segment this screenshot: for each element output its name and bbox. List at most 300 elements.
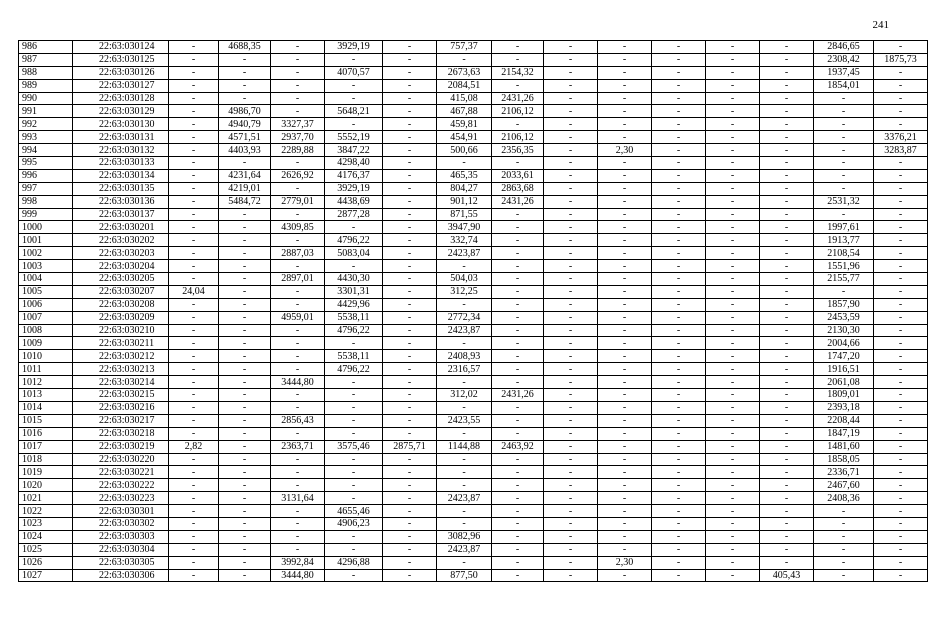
value-cell: - bbox=[169, 157, 219, 170]
value-cell: - bbox=[492, 324, 544, 337]
value-cell: - bbox=[219, 401, 271, 414]
value-cell: - bbox=[219, 389, 271, 402]
value-cell: - bbox=[437, 466, 492, 479]
value-cell: - bbox=[652, 389, 706, 402]
value-cell: - bbox=[219, 376, 271, 389]
value-cell: - bbox=[169, 247, 219, 260]
value-cell: - bbox=[652, 350, 706, 363]
value-cell: - bbox=[760, 376, 814, 389]
value-cell: 2937,70 bbox=[271, 131, 325, 144]
value-cell: - bbox=[383, 131, 437, 144]
value-cell: 504,03 bbox=[437, 273, 492, 286]
value-cell: 1858,05 bbox=[814, 453, 874, 466]
value-cell: - bbox=[760, 208, 814, 221]
value-cell: 5538,11 bbox=[325, 350, 383, 363]
cadastral-values-table bbox=[18, 40, 928, 582]
value-cell: - bbox=[219, 273, 271, 286]
value-cell: - bbox=[437, 479, 492, 492]
value-cell: 2084,51 bbox=[437, 79, 492, 92]
value-cell: - bbox=[271, 427, 325, 440]
value-cell: 2106,12 bbox=[492, 105, 544, 118]
value-cell: - bbox=[760, 53, 814, 66]
value-cell: - bbox=[874, 337, 928, 350]
value-cell: - bbox=[706, 92, 760, 105]
value-cell: - bbox=[544, 118, 598, 131]
cadastral-number-cell: 22:63:030133 bbox=[73, 157, 169, 170]
value-cell: 2531,32 bbox=[814, 195, 874, 208]
value-cell: 312,02 bbox=[437, 389, 492, 402]
value-cell: - bbox=[544, 389, 598, 402]
value-cell: - bbox=[169, 556, 219, 569]
value-cell: 2106,12 bbox=[492, 131, 544, 144]
value-cell: - bbox=[383, 492, 437, 505]
value-cell: - bbox=[492, 221, 544, 234]
row-number-cell: 1015 bbox=[19, 414, 73, 427]
cadastral-number-cell: 22:63:030135 bbox=[73, 182, 169, 195]
value-cell: - bbox=[544, 401, 598, 414]
table-row bbox=[19, 157, 928, 170]
value-cell: - bbox=[383, 66, 437, 79]
value-cell: - bbox=[219, 492, 271, 505]
value-cell: - bbox=[544, 440, 598, 453]
value-cell: - bbox=[544, 543, 598, 556]
value-cell: - bbox=[437, 337, 492, 350]
value-cell: 2453,59 bbox=[814, 311, 874, 324]
value-cell: - bbox=[652, 195, 706, 208]
value-cell: 2846,65 bbox=[814, 41, 874, 54]
value-cell: - bbox=[383, 234, 437, 247]
value-cell: - bbox=[492, 247, 544, 260]
value-cell: - bbox=[219, 311, 271, 324]
value-cell: - bbox=[874, 182, 928, 195]
value-cell: - bbox=[874, 221, 928, 234]
value-cell: - bbox=[544, 157, 598, 170]
value-cell: - bbox=[652, 569, 706, 582]
value-cell: 3444,80 bbox=[271, 376, 325, 389]
value-cell: - bbox=[598, 517, 652, 530]
value-cell: - bbox=[814, 131, 874, 144]
value-cell: - bbox=[271, 350, 325, 363]
value-cell: - bbox=[652, 169, 706, 182]
value-cell: - bbox=[652, 92, 706, 105]
row-number-cell: 1020 bbox=[19, 479, 73, 492]
value-cell: - bbox=[760, 543, 814, 556]
value-cell: 3376,21 bbox=[874, 131, 928, 144]
value-cell: - bbox=[814, 92, 874, 105]
value-cell: - bbox=[544, 260, 598, 273]
value-cell: - bbox=[544, 337, 598, 350]
table-row bbox=[19, 505, 928, 518]
value-cell: - bbox=[760, 350, 814, 363]
value-cell: - bbox=[652, 131, 706, 144]
cadastral-number-cell: 22:63:030130 bbox=[73, 118, 169, 131]
value-cell: - bbox=[325, 376, 383, 389]
value-cell: - bbox=[219, 247, 271, 260]
value-cell: - bbox=[652, 144, 706, 157]
value-cell: - bbox=[874, 234, 928, 247]
value-cell: 3929,19 bbox=[325, 41, 383, 54]
value-cell: - bbox=[492, 53, 544, 66]
value-cell: - bbox=[383, 195, 437, 208]
value-cell: - bbox=[652, 479, 706, 492]
value-cell: - bbox=[598, 79, 652, 92]
value-cell: - bbox=[383, 389, 437, 402]
value-cell: - bbox=[271, 234, 325, 247]
value-cell: 2,30 bbox=[598, 144, 652, 157]
value-cell: - bbox=[760, 221, 814, 234]
value-cell: - bbox=[706, 144, 760, 157]
value-cell: - bbox=[760, 530, 814, 543]
value-cell: - bbox=[760, 324, 814, 337]
value-cell: - bbox=[271, 543, 325, 556]
value-cell: - bbox=[169, 221, 219, 234]
value-cell: - bbox=[760, 311, 814, 324]
value-cell: - bbox=[706, 401, 760, 414]
table-row bbox=[19, 208, 928, 221]
value-cell: - bbox=[383, 53, 437, 66]
row-number-cell: 1001 bbox=[19, 234, 73, 247]
value-cell: - bbox=[383, 543, 437, 556]
value-cell: - bbox=[437, 298, 492, 311]
value-cell: - bbox=[544, 324, 598, 337]
value-cell: - bbox=[598, 466, 652, 479]
value-cell: - bbox=[652, 337, 706, 350]
row-number-cell: 1005 bbox=[19, 285, 73, 298]
value-cell: - bbox=[598, 285, 652, 298]
value-cell: 2467,60 bbox=[814, 479, 874, 492]
row-number-cell: 999 bbox=[19, 208, 73, 221]
value-cell: - bbox=[874, 569, 928, 582]
value-cell: - bbox=[437, 517, 492, 530]
value-cell: - bbox=[383, 363, 437, 376]
value-cell: - bbox=[383, 105, 437, 118]
value-cell: - bbox=[874, 414, 928, 427]
value-cell: - bbox=[760, 466, 814, 479]
value-cell: - bbox=[598, 221, 652, 234]
value-cell: - bbox=[706, 479, 760, 492]
value-cell: - bbox=[760, 298, 814, 311]
value-cell: 2289,88 bbox=[271, 144, 325, 157]
value-cell: - bbox=[169, 492, 219, 505]
value-cell: - bbox=[219, 92, 271, 105]
value-cell: - bbox=[219, 337, 271, 350]
table-row bbox=[19, 41, 928, 54]
value-cell: - bbox=[814, 543, 874, 556]
value-cell: - bbox=[271, 105, 325, 118]
value-cell: 2336,71 bbox=[814, 466, 874, 479]
value-cell: - bbox=[492, 543, 544, 556]
value-cell: - bbox=[874, 530, 928, 543]
value-cell: - bbox=[598, 505, 652, 518]
value-cell: - bbox=[271, 530, 325, 543]
value-cell: - bbox=[598, 131, 652, 144]
value-cell: - bbox=[814, 182, 874, 195]
value-cell: - bbox=[383, 169, 437, 182]
value-cell: - bbox=[492, 479, 544, 492]
value-cell: - bbox=[760, 505, 814, 518]
table-row bbox=[19, 401, 928, 414]
value-cell: - bbox=[874, 505, 928, 518]
value-cell: - bbox=[652, 556, 706, 569]
table-row bbox=[19, 273, 928, 286]
value-cell: - bbox=[169, 569, 219, 582]
cadastral-number-cell: 22:63:030305 bbox=[73, 556, 169, 569]
value-cell: - bbox=[383, 350, 437, 363]
value-cell: - bbox=[544, 208, 598, 221]
value-cell: - bbox=[652, 401, 706, 414]
table-row bbox=[19, 466, 928, 479]
value-cell: - bbox=[169, 53, 219, 66]
value-cell: - bbox=[598, 376, 652, 389]
value-cell: - bbox=[271, 517, 325, 530]
value-cell: - bbox=[492, 337, 544, 350]
value-cell: 4906,23 bbox=[325, 517, 383, 530]
cadastral-number-cell: 22:63:030203 bbox=[73, 247, 169, 260]
value-cell: - bbox=[169, 453, 219, 466]
value-cell: - bbox=[706, 131, 760, 144]
value-cell: - bbox=[706, 453, 760, 466]
table-row bbox=[19, 363, 928, 376]
value-cell: - bbox=[652, 182, 706, 195]
value-cell: - bbox=[169, 79, 219, 92]
value-cell: - bbox=[706, 182, 760, 195]
value-cell: - bbox=[169, 66, 219, 79]
value-cell: 4796,22 bbox=[325, 234, 383, 247]
value-cell: - bbox=[219, 543, 271, 556]
value-cell: - bbox=[874, 479, 928, 492]
value-cell: - bbox=[706, 311, 760, 324]
value-cell: 1481,60 bbox=[814, 440, 874, 453]
value-cell: 871,55 bbox=[437, 208, 492, 221]
value-cell: - bbox=[383, 505, 437, 518]
value-cell: - bbox=[652, 427, 706, 440]
value-cell: 405,43 bbox=[760, 569, 814, 582]
value-cell: - bbox=[169, 118, 219, 131]
value-cell: - bbox=[652, 453, 706, 466]
value-cell: 1937,45 bbox=[814, 66, 874, 79]
value-cell: - bbox=[760, 182, 814, 195]
value-cell: - bbox=[652, 492, 706, 505]
value-cell: 24,04 bbox=[169, 285, 219, 298]
value-cell: - bbox=[383, 208, 437, 221]
value-cell: - bbox=[325, 92, 383, 105]
value-cell: 3082,96 bbox=[437, 530, 492, 543]
table-row bbox=[19, 221, 928, 234]
value-cell: - bbox=[598, 543, 652, 556]
value-cell: - bbox=[169, 208, 219, 221]
table-row bbox=[19, 105, 928, 118]
value-cell: - bbox=[492, 401, 544, 414]
value-cell: - bbox=[492, 414, 544, 427]
value-cell: - bbox=[325, 53, 383, 66]
value-cell: - bbox=[652, 311, 706, 324]
value-cell: 4986,70 bbox=[219, 105, 271, 118]
value-cell: - bbox=[544, 92, 598, 105]
value-cell: - bbox=[652, 363, 706, 376]
value-cell: - bbox=[544, 479, 598, 492]
value-cell: 1913,77 bbox=[814, 234, 874, 247]
value-cell: - bbox=[814, 569, 874, 582]
value-cell: - bbox=[706, 363, 760, 376]
value-cell: 1875,73 bbox=[874, 53, 928, 66]
value-cell: - bbox=[544, 376, 598, 389]
value-cell: 2,82 bbox=[169, 440, 219, 453]
value-cell: - bbox=[544, 273, 598, 286]
row-number-cell: 1021 bbox=[19, 492, 73, 505]
value-cell: - bbox=[598, 66, 652, 79]
cadastral-number-cell: 22:63:030215 bbox=[73, 389, 169, 402]
value-cell: - bbox=[814, 105, 874, 118]
value-cell: 2863,68 bbox=[492, 182, 544, 195]
value-cell: - bbox=[437, 260, 492, 273]
row-number-cell: 1013 bbox=[19, 389, 73, 402]
row-number-cell: 1011 bbox=[19, 363, 73, 376]
value-cell: - bbox=[652, 221, 706, 234]
value-cell: - bbox=[874, 92, 928, 105]
table-body bbox=[19, 41, 928, 582]
value-cell: 4309,85 bbox=[271, 221, 325, 234]
value-cell: - bbox=[219, 260, 271, 273]
value-cell: - bbox=[169, 389, 219, 402]
cadastral-number-cell: 22:63:030221 bbox=[73, 466, 169, 479]
value-cell: - bbox=[544, 414, 598, 427]
value-cell: - bbox=[544, 556, 598, 569]
value-cell: - bbox=[169, 92, 219, 105]
value-cell: - bbox=[271, 92, 325, 105]
value-cell: - bbox=[652, 440, 706, 453]
value-cell: - bbox=[492, 492, 544, 505]
value-cell: - bbox=[219, 53, 271, 66]
value-cell: - bbox=[219, 530, 271, 543]
value-cell: - bbox=[492, 79, 544, 92]
value-cell: - bbox=[271, 401, 325, 414]
value-cell: - bbox=[760, 92, 814, 105]
value-cell: - bbox=[325, 337, 383, 350]
value-cell: - bbox=[652, 157, 706, 170]
table-row bbox=[19, 389, 928, 402]
value-cell: - bbox=[706, 298, 760, 311]
value-cell: - bbox=[219, 285, 271, 298]
value-cell: - bbox=[383, 466, 437, 479]
value-cell: - bbox=[383, 376, 437, 389]
value-cell: - bbox=[437, 556, 492, 569]
value-cell: - bbox=[544, 79, 598, 92]
value-cell: - bbox=[652, 105, 706, 118]
table-row bbox=[19, 195, 928, 208]
value-cell: - bbox=[271, 298, 325, 311]
cadastral-number-cell: 22:63:030202 bbox=[73, 234, 169, 247]
value-cell: - bbox=[437, 157, 492, 170]
value-cell: - bbox=[271, 208, 325, 221]
value-cell: - bbox=[169, 324, 219, 337]
value-cell: 2897,01 bbox=[271, 273, 325, 286]
cadastral-number-cell: 22:63:030213 bbox=[73, 363, 169, 376]
value-cell: - bbox=[598, 182, 652, 195]
table-row bbox=[19, 569, 928, 582]
value-cell: - bbox=[169, 505, 219, 518]
value-cell: - bbox=[544, 530, 598, 543]
table-row bbox=[19, 530, 928, 543]
value-cell: - bbox=[598, 105, 652, 118]
value-cell: 1144,88 bbox=[437, 440, 492, 453]
value-cell: 877,50 bbox=[437, 569, 492, 582]
table-row bbox=[19, 92, 928, 105]
value-cell: - bbox=[706, 105, 760, 118]
value-cell: - bbox=[169, 195, 219, 208]
value-cell: 4688,35 bbox=[219, 41, 271, 54]
cadastral-number-cell: 22:63:030302 bbox=[73, 517, 169, 530]
value-cell: - bbox=[169, 131, 219, 144]
value-cell: 2108,54 bbox=[814, 247, 874, 260]
value-cell: - bbox=[219, 569, 271, 582]
value-cell: - bbox=[492, 285, 544, 298]
value-cell: - bbox=[169, 41, 219, 54]
value-cell: - bbox=[598, 324, 652, 337]
value-cell: - bbox=[706, 556, 760, 569]
value-cell: 2423,87 bbox=[437, 247, 492, 260]
value-cell: - bbox=[219, 505, 271, 518]
value-cell: 2308,42 bbox=[814, 53, 874, 66]
value-cell: - bbox=[652, 414, 706, 427]
value-cell: - bbox=[598, 530, 652, 543]
value-cell: - bbox=[544, 105, 598, 118]
value-cell: - bbox=[219, 479, 271, 492]
row-number-cell: 1000 bbox=[19, 221, 73, 234]
value-cell: - bbox=[874, 41, 928, 54]
value-cell: - bbox=[437, 376, 492, 389]
value-cell: - bbox=[874, 492, 928, 505]
value-cell: - bbox=[652, 285, 706, 298]
value-cell: - bbox=[706, 221, 760, 234]
table-row bbox=[19, 337, 928, 350]
row-number-cell: 993 bbox=[19, 131, 73, 144]
value-cell: 4296,88 bbox=[325, 556, 383, 569]
value-cell: - bbox=[814, 505, 874, 518]
value-cell: - bbox=[325, 466, 383, 479]
value-cell: - bbox=[760, 131, 814, 144]
cadastral-number-cell: 22:63:030125 bbox=[73, 53, 169, 66]
value-cell: 4796,22 bbox=[325, 363, 383, 376]
value-cell: - bbox=[598, 401, 652, 414]
value-cell: 2877,28 bbox=[325, 208, 383, 221]
value-cell: - bbox=[706, 118, 760, 131]
value-cell: - bbox=[271, 453, 325, 466]
cadastral-number-cell: 22:63:030205 bbox=[73, 273, 169, 286]
value-cell: 2363,71 bbox=[271, 440, 325, 453]
value-cell: - bbox=[544, 517, 598, 530]
cadastral-number-cell: 22:63:030134 bbox=[73, 169, 169, 182]
value-cell: 3283,87 bbox=[874, 144, 928, 157]
table-row bbox=[19, 427, 928, 440]
value-cell: - bbox=[544, 311, 598, 324]
value-cell: - bbox=[169, 517, 219, 530]
cadastral-number-cell: 22:63:030219 bbox=[73, 440, 169, 453]
value-cell: - bbox=[760, 401, 814, 414]
cadastral-number-cell: 22:63:030127 bbox=[73, 79, 169, 92]
table-row bbox=[19, 247, 928, 260]
value-cell: 2356,35 bbox=[492, 144, 544, 157]
row-number-cell: 994 bbox=[19, 144, 73, 157]
value-cell: 4571,51 bbox=[219, 131, 271, 144]
row-number-cell: 1025 bbox=[19, 543, 73, 556]
value-cell: - bbox=[544, 298, 598, 311]
value-cell: - bbox=[814, 144, 874, 157]
value-cell: - bbox=[760, 79, 814, 92]
value-cell: - bbox=[706, 440, 760, 453]
value-cell: 901,12 bbox=[437, 195, 492, 208]
cadastral-number-cell: 22:63:030136 bbox=[73, 195, 169, 208]
value-cell: - bbox=[598, 208, 652, 221]
